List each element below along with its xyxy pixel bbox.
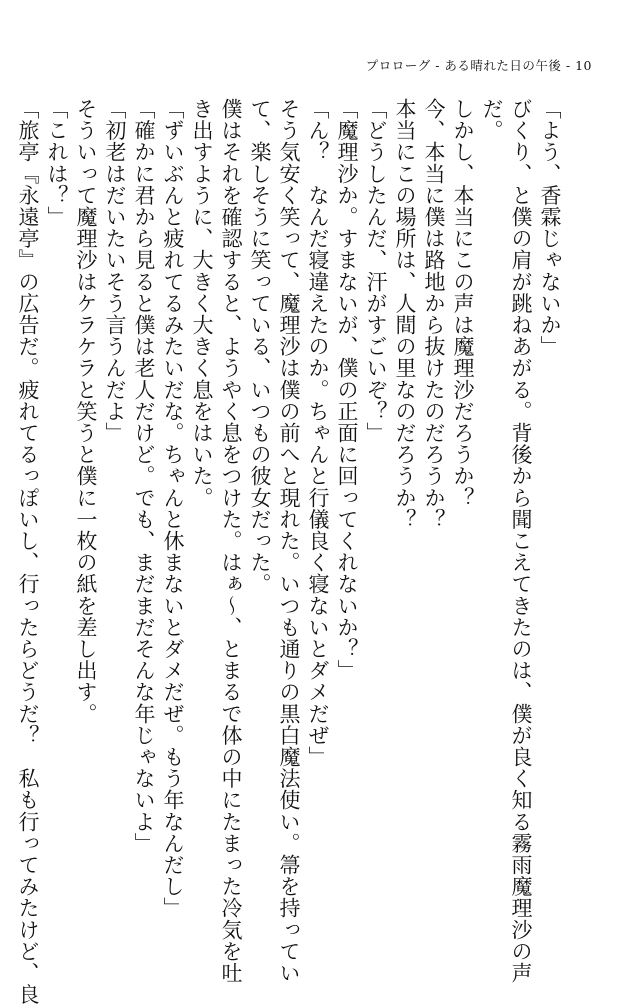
text-line: しかし、本当にこの声は魔理沙だろうか？ [451, 98, 475, 509]
text-line: 今、本当に僕は路地から抜けたのだろうか？ [422, 98, 446, 530]
text-line: き出すように、大きく大きく息をはいた。 [190, 98, 214, 509]
text-line: 「魔理沙か。すまないが、僕の正面に回ってくれないか？」 [335, 98, 359, 682]
text-line: て、楽しそうに笑っている、いつもの彼女だった。 [248, 98, 272, 595]
text-line: 「ずいぶんと疲れてるみたいだな。ちゃんと休まないとダメだぜ。もう年なんだし」 [161, 98, 185, 919]
text-line: そう気安く笑って、魔理沙は僕の前へと現れた。いつも通りの黒白魔法使い。箒を持ってい [277, 98, 301, 984]
running-header: プロローグ - ある晴れた日の午後 - 10 [365, 58, 592, 73]
text-line: 「これは？」 [45, 98, 69, 228]
text-line: びくり、と僕の肩が跳ねあがる。背後から聞こえてきたのは、僕が良く知る霧雨魔理沙の声 [509, 98, 533, 984]
text-line: 「確かに君から見ると僕は老人だけど。でも、まだまだそんな年じゃないよ」 [132, 98, 156, 854]
text-line: 「ん？ なんだ寝違えたのか。ちゃんと行儀良く寝ないとダメだぜ」 [306, 98, 330, 768]
text-line: そういって魔理沙はケラケラと笑うと僕に一枚の紙を差し出す。 [74, 98, 98, 725]
text-line: 本当にこの場所は、人間の里なのだろうか？ [393, 98, 417, 530]
text-line: だ。 [480, 98, 504, 142]
text-line: 僕はそれを確認すると、ようやく息をつけた。はぁ～、とまるで体の中にたまった冷気を吐 [219, 98, 243, 984]
text-line: 「どうしたんだ、汗がすごいぞ？」 [364, 98, 388, 444]
text-line: 「よう、香霖じゃないか」 [538, 98, 562, 358]
text-line: 「初老はだいたいそう言うんだよ」 [103, 98, 127, 444]
body-text [16, 98, 564, 1005]
text-line: 「旅亭『永遠亭』の広告だ。疲れてるっぽいし、行ったらどうだ？ 私も行ってみたけど、良 [16, 98, 40, 1005]
